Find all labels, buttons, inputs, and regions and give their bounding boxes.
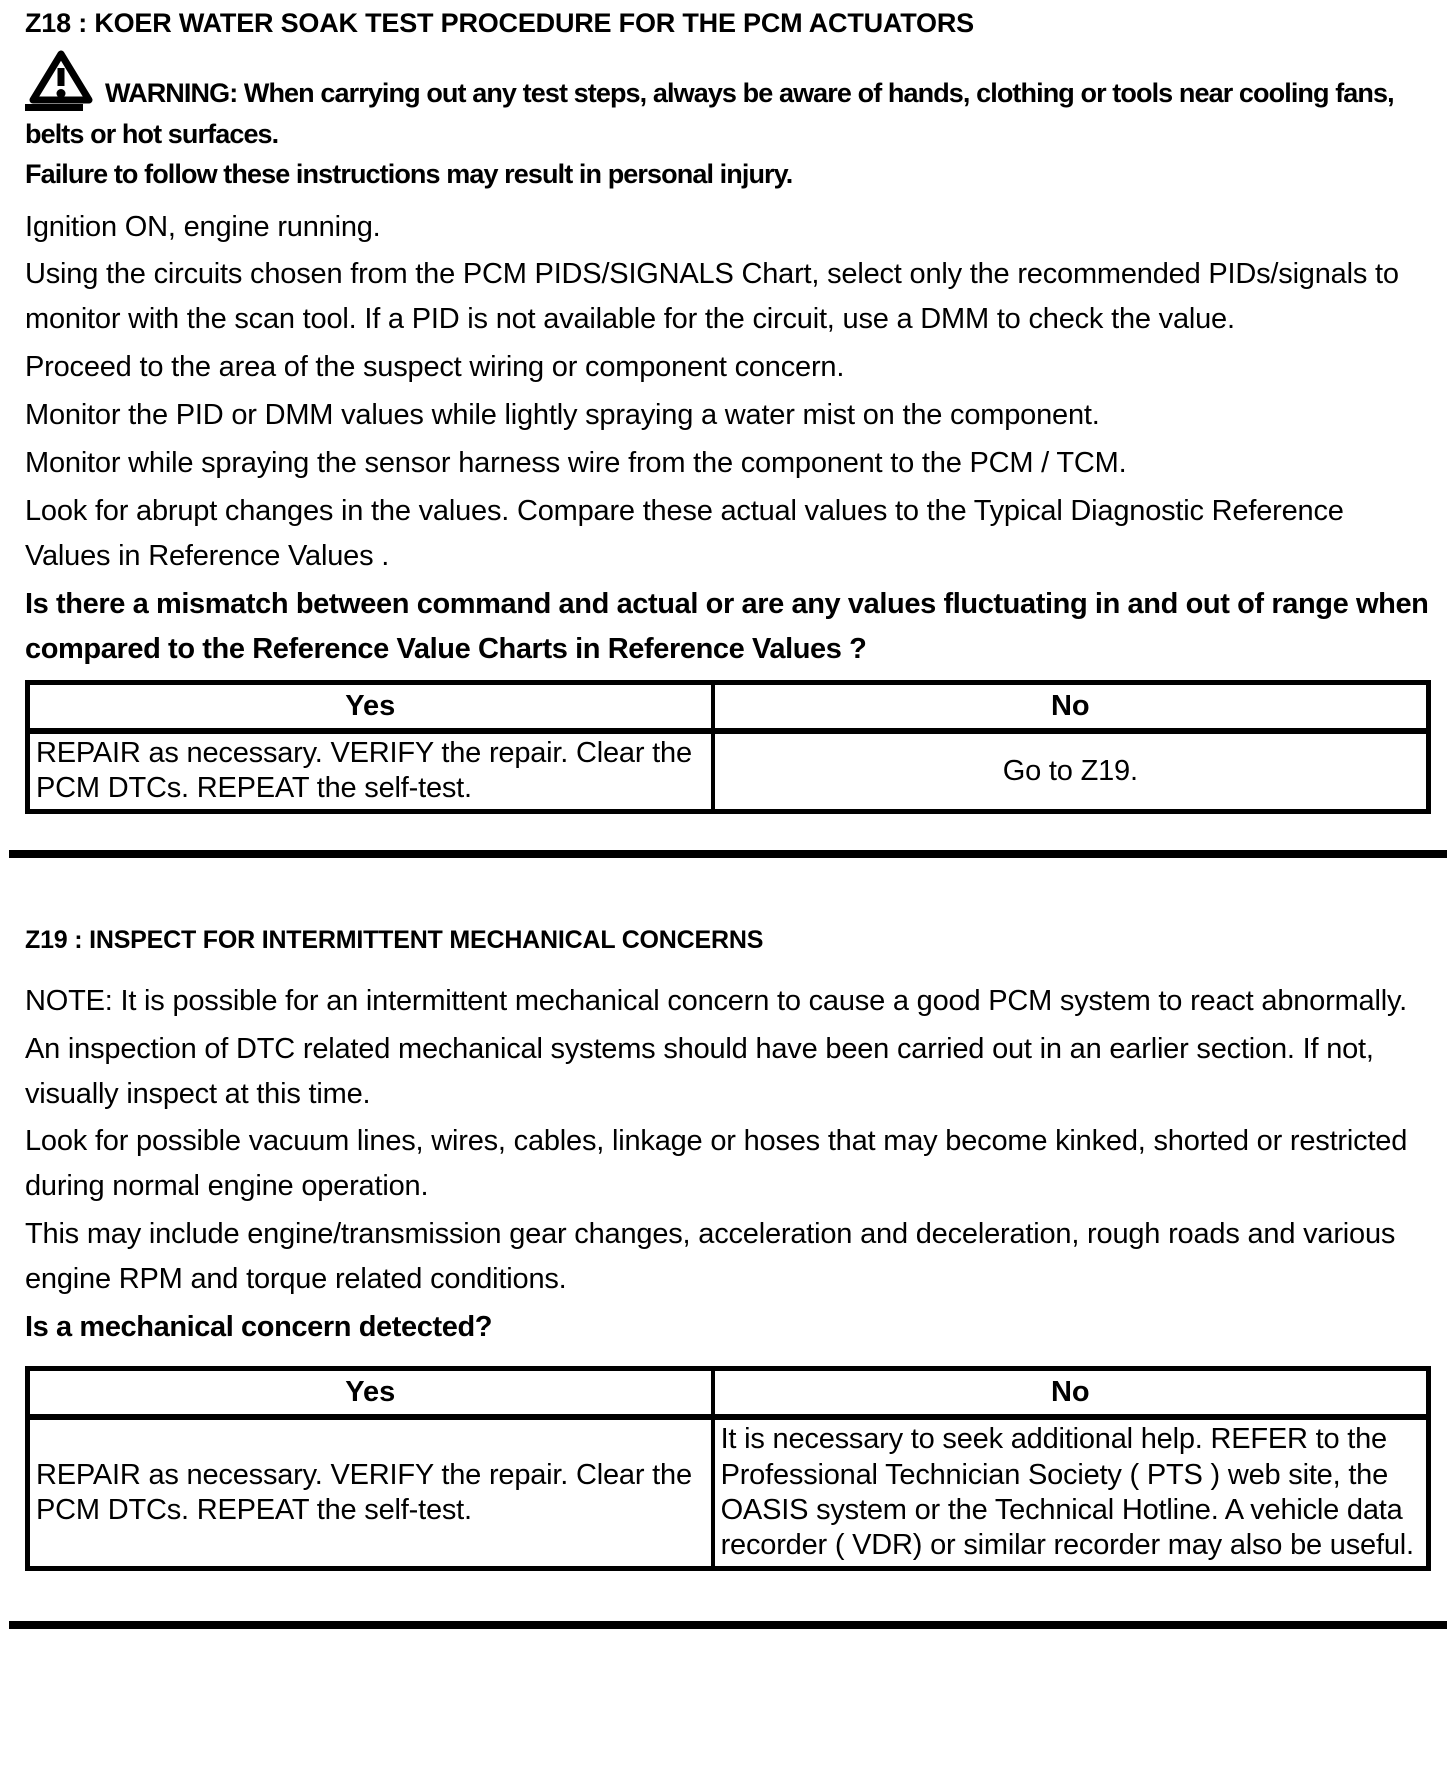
z19-body xyxy=(25,979,1432,1351)
z18-body xyxy=(25,205,1432,672)
z18-decision-table xyxy=(25,680,1431,814)
z18-no-action-cell: Go to Z19. xyxy=(713,731,1429,811)
table-header-row xyxy=(28,1369,1429,1418)
z18-step-paragraph: Monitor while spraying the sensor harness wire from the component to the PCM / TCM. xyxy=(25,447,1127,480)
z19-yes-action-cell: REPAIR as necessary. VERIFY the repair. Clear the PCM DTCs. REPEAT the self-test. xyxy=(28,1417,713,1568)
no-column-header: No xyxy=(713,682,1429,731)
z19-section-title: Z19 : INSPECT FOR INTERMITTENT MECHANICAL CONCERNS xyxy=(25,925,764,954)
page-bottom-rule xyxy=(9,1621,1447,1629)
warning-text: WARNING: When carrying out any test steps, always be aware of hands, clothing or tools near cooling fans, belts or hot surfaces. xyxy=(25,78,1394,149)
z18-yes-action-cell: REPAIR as necessary. VERIFY the repair. Clear the PCM DTCs. REPEAT the self-test. xyxy=(28,731,713,811)
z19-no-action-cell: It is necessary to seek additional help. REFER to the Professional Technician Society ( PTS ) web site, the OASIS system or the Technical Hotline. A vehicle data recorder ( VDR) or similar recorder may also be useful. xyxy=(713,1417,1429,1568)
z18-section-title: Z18 : KOER WATER SOAK TEST PROCEDURE FOR THE PCM ACTUATORS xyxy=(25,8,974,38)
no-column-header: No xyxy=(713,1369,1429,1418)
z19-step-paragraph: Look for possible vacuum lines, wires, cables, linkage or hoses that may become kinked, shorted or restricted during normal engine operation. xyxy=(25,1125,1408,1203)
table-row xyxy=(28,1417,1429,1568)
z19-decision-table xyxy=(25,1366,1431,1571)
z19-step-paragraph: An inspection of DTC related mechanical systems should have been carried out in an earlier section. If not, visually inspect at this time. xyxy=(25,1032,1374,1110)
z19-step-paragraph: This may include engine/transmission gear changes, acceleration and deceleration, rough roads and various engine RPM and torque related conditions. xyxy=(25,1218,1396,1296)
table-row xyxy=(28,731,1429,811)
z18-step-paragraph: Ignition ON, engine running. xyxy=(25,210,381,243)
z18-step-paragraph: Using the circuits chosen from the PCM PIDS/SIGNALS Chart, select only the recommended PIDs/signals to monitor with the scan tool. If a PID is not available for the circuit, use a DMM to check the value. xyxy=(25,258,1399,336)
yes-column-header: Yes xyxy=(28,682,713,731)
section-divider-rule xyxy=(9,850,1447,858)
z18-step-paragraph: Proceed to the area of the suspect wiring or component concern. xyxy=(25,351,845,384)
z19-question: Is a mechanical concern detected? xyxy=(25,1311,493,1344)
warning-failure-text: Failure to follow these instructions may result in personal injury. xyxy=(25,159,793,189)
z18-step-paragraph: Look for abrupt changes in the values. Compare these actual values to the Typical Diagnostic Reference Values in Reference Values . xyxy=(25,495,1344,573)
table-header-row xyxy=(28,682,1429,731)
yes-column-header: Yes xyxy=(28,1369,713,1418)
z18-question: Is there a mismatch between command and actual or are any values fluctuating in and out of range when compared to the Reference Value Charts in Reference Values ? xyxy=(25,588,1429,665)
z19-step-paragraph: NOTE: It is possible for an intermittent mechanical concern to cause a good PCM system to react abnormally. xyxy=(25,984,1407,1017)
warning-triangle-icon xyxy=(25,49,97,113)
z18-step-paragraph: Monitor the PID or DMM values while lightly spraying a water mist on the component. xyxy=(25,399,1100,432)
warning-block xyxy=(25,73,1432,195)
